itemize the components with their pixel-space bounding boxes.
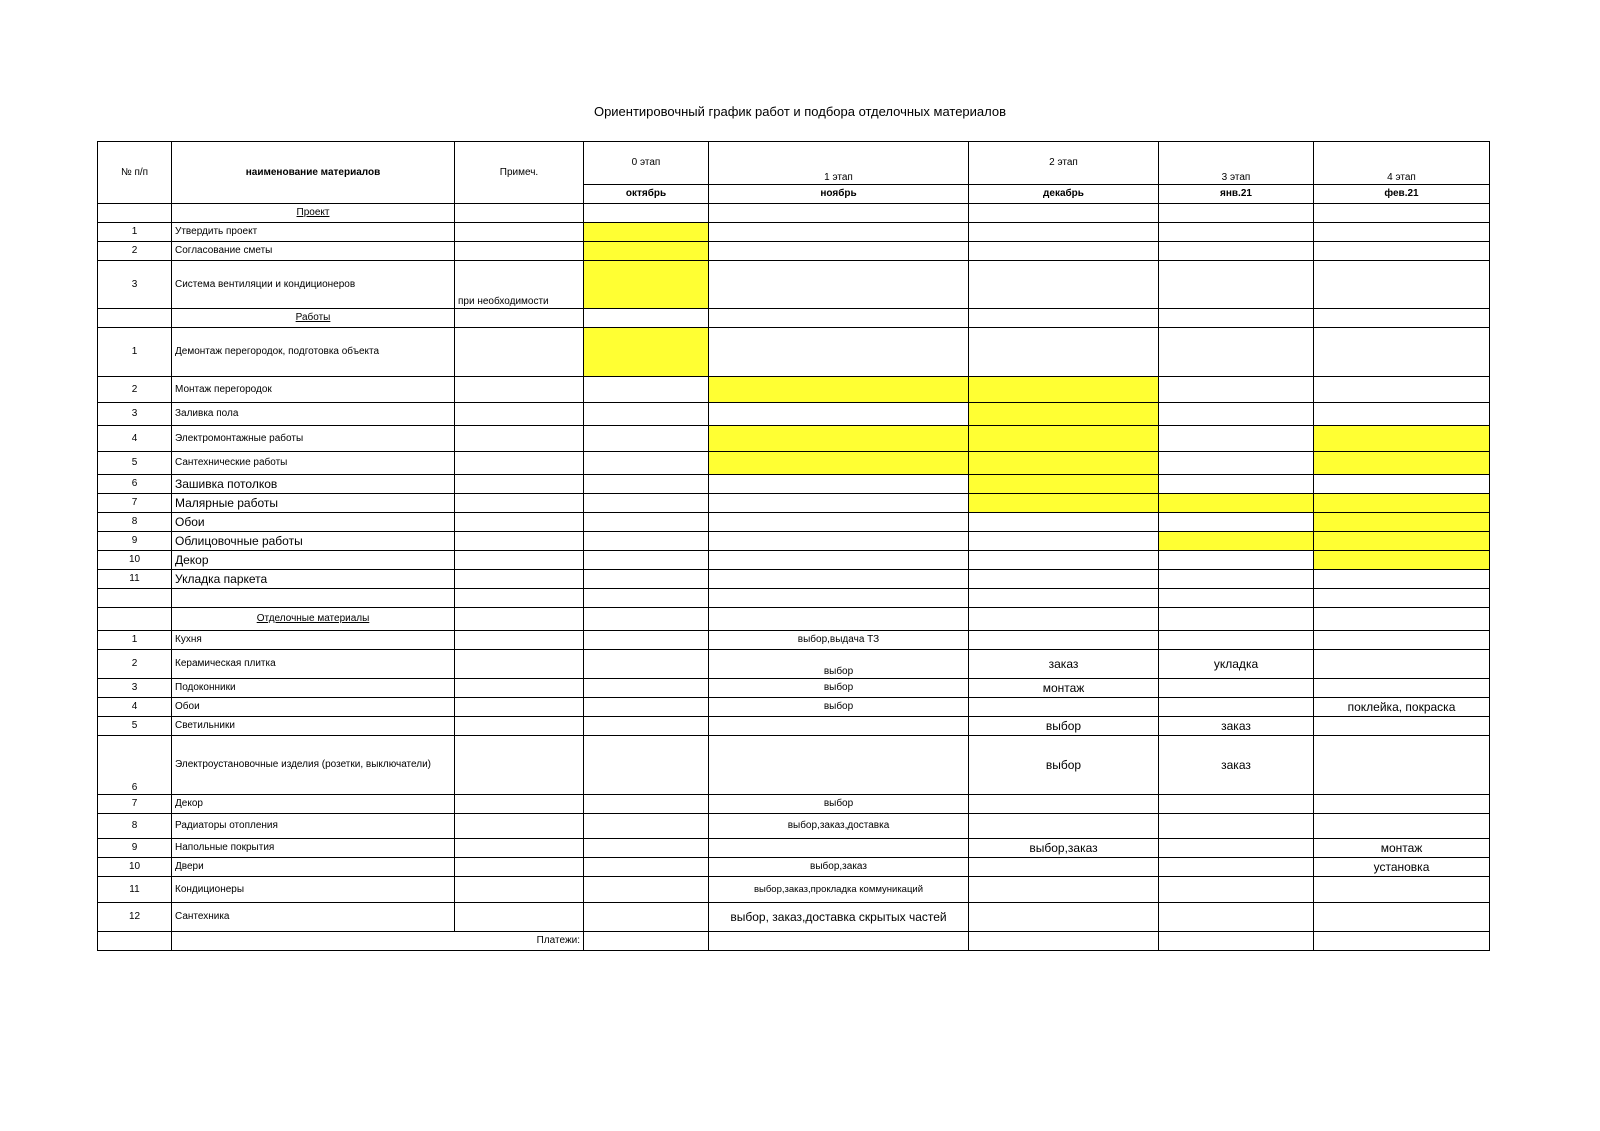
row-num: 9 [98, 532, 172, 551]
stage-3-cell [1159, 839, 1314, 858]
stage-1-cell [709, 736, 969, 795]
gantt-bar [1314, 551, 1490, 570]
row-name: Укладка паркета [172, 570, 455, 589]
gantt-bar [969, 452, 1159, 475]
row-name: Электромонтажные работы [172, 426, 455, 452]
table-row [98, 377, 1490, 403]
row-num: 11 [98, 570, 172, 589]
stage-1-cell: выбор [709, 795, 969, 814]
row-name: Электроустановочные изделия (розетки, выключатели) [172, 736, 455, 795]
stage-3-cell: заказ [1159, 717, 1314, 736]
table-row [98, 877, 1490, 903]
stage-3-cell [1159, 903, 1314, 932]
gantt-bar [969, 494, 1159, 513]
table-row [98, 242, 1490, 261]
stage-4-cell: монтаж [1314, 839, 1490, 858]
table-row [98, 903, 1490, 932]
stage-4-cell [1314, 679, 1490, 698]
row-name: Кондиционеры [172, 877, 455, 903]
stage-3-cell [1159, 814, 1314, 839]
row-num: 5 [98, 717, 172, 736]
table-row [98, 223, 1490, 242]
row-name: Декор [172, 551, 455, 570]
gantt-bar [969, 426, 1159, 452]
row-num: 3 [98, 679, 172, 698]
section-row-works [98, 309, 1490, 328]
table-row [98, 426, 1490, 452]
row-num: 7 [98, 494, 172, 513]
stage-3-cell [1159, 795, 1314, 814]
stage-1-cell: выбор [709, 650, 969, 679]
stage-3-cell: укладка [1159, 650, 1314, 679]
row-name: Демонтаж перегородок, подготовка объекта [172, 328, 455, 377]
gantt-bar [969, 475, 1159, 494]
table-row [98, 839, 1490, 858]
row-note: при необходимости [455, 261, 584, 309]
stage-3-cell [1159, 877, 1314, 903]
month-1: ноябрь [709, 185, 969, 204]
row-name: Зашивка потолков [172, 475, 455, 494]
row-name: Обои [172, 698, 455, 717]
table-row [98, 328, 1490, 377]
row-num: 8 [98, 513, 172, 532]
stage-4-cell [1314, 795, 1490, 814]
row-num: 10 [98, 858, 172, 877]
stage-1-cell: выбор, заказ,доставка скрытых частей [709, 903, 969, 932]
row-num: 3 [98, 261, 172, 309]
stage-4-cell [1314, 650, 1490, 679]
section-title-project: Проект [172, 204, 455, 223]
stage-2-cell: выбор,заказ [969, 839, 1159, 858]
row-name: Сантехника [172, 903, 455, 932]
gantt-bar [1314, 532, 1490, 551]
stage-3-cell [1159, 858, 1314, 877]
stage-3-cell [1159, 679, 1314, 698]
stage-2-cell [969, 814, 1159, 839]
stage-2-cell: заказ [969, 650, 1159, 679]
row-name: Керамическая плитка [172, 650, 455, 679]
row-name: Малярные работы [172, 494, 455, 513]
month-4: фев.21 [1314, 185, 1490, 204]
row-num: 1 [98, 631, 172, 650]
row-num: 7 [98, 795, 172, 814]
row-name: Напольные покрытия [172, 839, 455, 858]
row-num: 3 [98, 403, 172, 426]
stage-3-cell: заказ [1159, 736, 1314, 795]
month-3: янв.21 [1159, 185, 1314, 204]
row-num: 11 [98, 877, 172, 903]
gantt-bar [1314, 513, 1490, 532]
gantt-bar [584, 328, 709, 377]
row-num: 2 [98, 650, 172, 679]
stage-4-cell [1314, 631, 1490, 650]
stage-4-cell [1314, 717, 1490, 736]
stage-2-cell: выбор [969, 717, 1159, 736]
gantt-bar [709, 426, 969, 452]
table-row [98, 631, 1490, 650]
table-row [98, 551, 1490, 570]
gantt-bar [584, 261, 709, 309]
schedule-table [97, 141, 1490, 951]
stage-2-cell: монтаж [969, 679, 1159, 698]
gantt-bar [1314, 426, 1490, 452]
stage-3-cell [1159, 698, 1314, 717]
row-name: Монтаж перегородок [172, 377, 455, 403]
stage-1-cell: выбор [709, 698, 969, 717]
header-note: Примеч. [455, 142, 584, 204]
stage-3-cell [1159, 631, 1314, 650]
row-name: Согласование сметы [172, 242, 455, 261]
empty-row [98, 589, 1490, 608]
stage-4-cell: поклейка, покраска [1314, 698, 1490, 717]
stage-2-cell [969, 698, 1159, 717]
row-num: 4 [98, 426, 172, 452]
row-name: Радиаторы отопления [172, 814, 455, 839]
table-row [98, 858, 1490, 877]
row-name: Кухня [172, 631, 455, 650]
stage-4-cell: установка [1314, 858, 1490, 877]
header-stage-1: 1 этап [709, 142, 969, 185]
row-name: Утвердить проект [172, 223, 455, 242]
stage-1-cell: выбор,заказ,прокладка коммуникаций [709, 877, 969, 903]
header-stage-0: 0 этап [584, 142, 709, 185]
stage-2-cell [969, 858, 1159, 877]
stage-1-cell: выбор,заказ,доставка [709, 814, 969, 839]
table-row [98, 570, 1490, 589]
row-name: Сантехнические работы [172, 452, 455, 475]
table-row [98, 513, 1490, 532]
table-row [98, 650, 1490, 679]
table-row [98, 717, 1490, 736]
row-num: 2 [98, 242, 172, 261]
gantt-bar [709, 452, 969, 475]
stage-4-cell [1314, 903, 1490, 932]
table-row [98, 452, 1490, 475]
section-title-materials: Отделочные материалы [172, 608, 455, 631]
month-0: октябрь [584, 185, 709, 204]
gantt-bar [1159, 494, 1314, 513]
table-row [98, 403, 1490, 426]
stage-1-cell: выбор [709, 679, 969, 698]
gantt-bar [969, 403, 1159, 426]
stage-2-cell [969, 795, 1159, 814]
row-name: Двери [172, 858, 455, 877]
stage-2-cell: выбор [969, 736, 1159, 795]
row-num: 1 [98, 223, 172, 242]
row-num: 1 [98, 328, 172, 377]
row-num: 4 [98, 698, 172, 717]
table-row [98, 475, 1490, 494]
payments-row [98, 932, 1490, 951]
stage-4-cell [1314, 736, 1490, 795]
row-num: 5 [98, 452, 172, 475]
stage-2-cell [969, 903, 1159, 932]
gantt-bar [1314, 494, 1490, 513]
table-row [98, 261, 1490, 309]
row-name: Заливка пола [172, 403, 455, 426]
row-num: 6 [98, 736, 172, 795]
gantt-bar [1159, 532, 1314, 551]
row-name: Подоконники [172, 679, 455, 698]
header-stage-4: 4 этап [1314, 142, 1490, 185]
table-row [98, 698, 1490, 717]
row-num: 2 [98, 377, 172, 403]
table-row [98, 795, 1490, 814]
section-row-materials [98, 608, 1490, 631]
stage-2-cell [969, 877, 1159, 903]
row-num: 6 [98, 475, 172, 494]
row-num: 10 [98, 551, 172, 570]
section-row-project [98, 204, 1490, 223]
gantt-bar [584, 242, 709, 261]
stage-1-cell [709, 839, 969, 858]
table-row [98, 494, 1490, 513]
row-name: Система вентиляции и кондиционеров [172, 261, 455, 309]
stage-4-cell [1314, 814, 1490, 839]
row-num: 9 [98, 839, 172, 858]
row-name: Обои [172, 513, 455, 532]
table-row [98, 532, 1490, 551]
row-name: Облицовочные работы [172, 532, 455, 551]
gantt-bar [709, 377, 969, 403]
header-num: № п/п [98, 142, 172, 204]
gantt-bar [584, 223, 709, 242]
row-num: 8 [98, 814, 172, 839]
row-num: 12 [98, 903, 172, 932]
payments-label: Платежи: [172, 932, 584, 951]
table-row [98, 679, 1490, 698]
stage-1-cell: выбор,заказ [709, 858, 969, 877]
section-title-works: Работы [172, 309, 455, 328]
stage-1-cell: выбор,выдача ТЗ [709, 631, 969, 650]
header-row [98, 142, 1490, 185]
stage-2-cell [969, 631, 1159, 650]
month-2: декабрь [969, 185, 1159, 204]
stage-1-cell [709, 717, 969, 736]
row-name: Светильники [172, 717, 455, 736]
row-name: Декор [172, 795, 455, 814]
gantt-bar [1314, 452, 1490, 475]
table-row [98, 736, 1490, 795]
gantt-bar [969, 377, 1159, 403]
header-stage-2: 2 этап [969, 142, 1159, 185]
header-name: наименование материалов [172, 142, 455, 204]
header-stage-3: 3 этап [1159, 142, 1314, 185]
table-row [98, 814, 1490, 839]
page-title: Ориентировочный график работ и подбора отделочных материалов [593, 104, 1007, 119]
stage-4-cell [1314, 877, 1490, 903]
